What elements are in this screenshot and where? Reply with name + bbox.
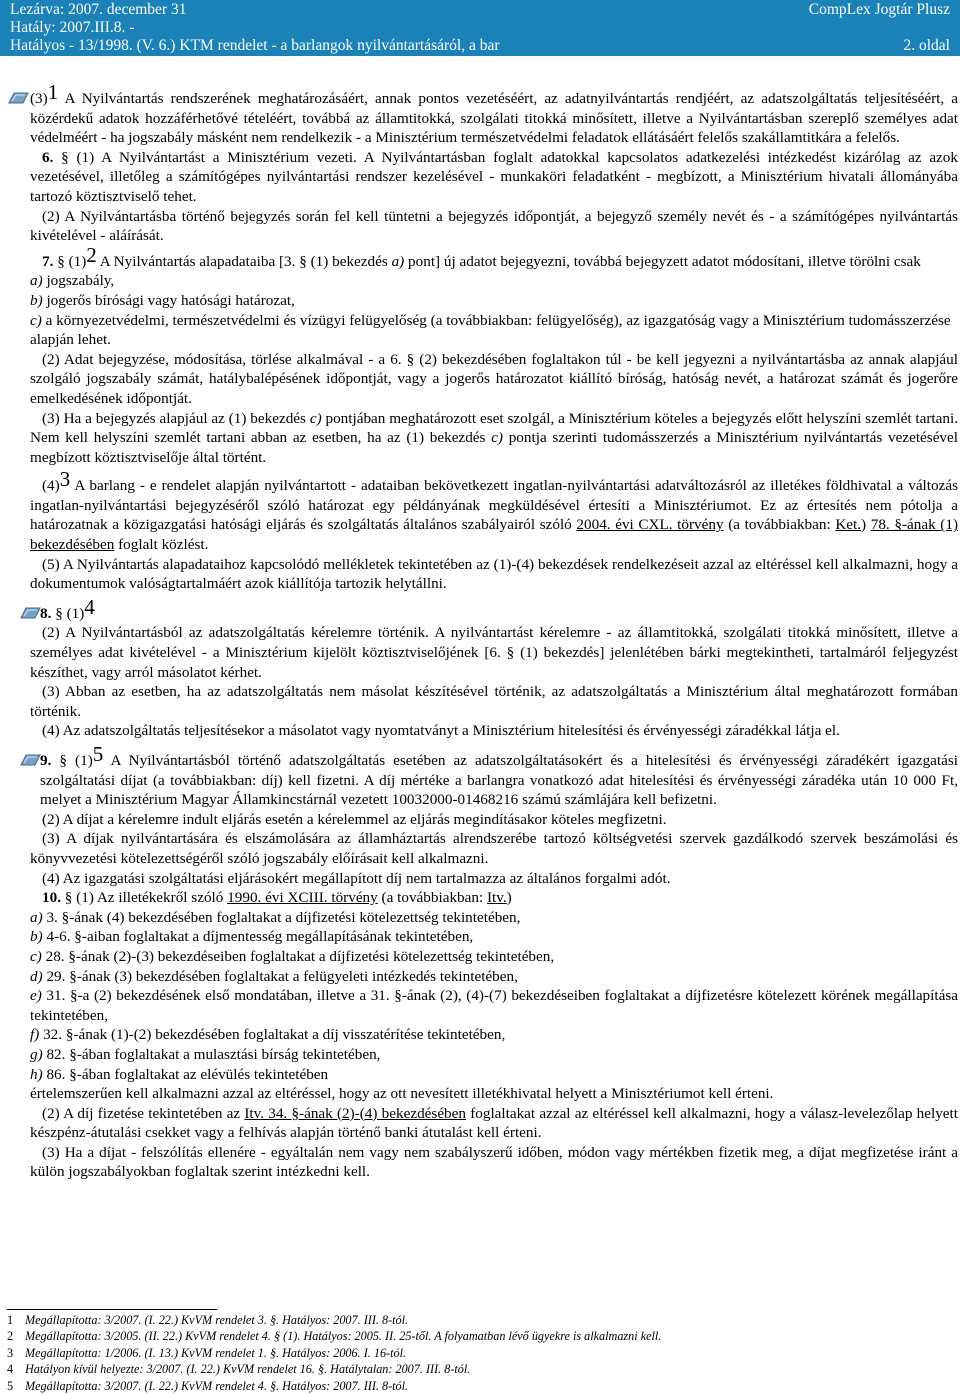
- paragraph: $(4)^3$ A barlang - e rendelet alapján nyilvántartott - adataiban bekövetkezett ingatlan-nyilvántartási adatváltozásról az illetékes földhivatal a változás ingatlan-nyilvántartási bejegyzéséről szóló határozat egy példányának megküldésével értesíti a Minisztériumot. Ez az értesítés nem pótolja a határozatnak a közigazgatási hatósági eljárás és szolgáltatás általános szabályairól szóló 2004. évi CXL. törvény (a továbbiakban: Ket.) 78. §-ának (1) bekezdésében foglalt közlést.: [30, 467, 959, 554]
- paragraph: $(3)^1$ A Nyilvántartás rendszerének meghatározásáért, annak pontos vezetéséért, az adatnyilvántartás rendjéért, az adatszolgáltatás teljesítéséért, a közérdekű adatok hozzáférhetővé tételéért, továbbá az államtitokká, szolgálati titokká minősített, illetve a Nyilvántartásban szereplő személyes adat védelméért - ha jogszabály másként nem rendelkezik - a Minisztérium természetvédelmi feladatok ellátásáért felelős szakállamtitkára a felelős.: [30, 85, 958, 148]
- amended-marker-icon[interactable]: [20, 753, 42, 767]
- paragraph: (2) A Nyilvántartásból az adatszolgáltatás kérelemre történik. A nyilvántartást kérelemre - az államtitokká, szolgálati titokká minősített, illetve a személyes adat kivételével - a Minisztérium kijelölt köztisztviselőjének [6. § (1) bekezdés] jelenlétében bárki megtekintheti, tartalmáról feljegyzést készíthet, vagy arról másolatot kérhet.: [30, 624, 958, 681]
- section-6: 6. § (1) A Nyilvántartást a Minisztérium vezeti. A Nyilvántartásban foglalt adatokkal kapcsolatos adatkezelési intézkedést kizárólag az azok vezetésével, illetőleg a számítógépes nyilvántartási rendszer kezelésével - munkaköri feladatként - megbízott, a Minisztérium hivatali állományába tartozó köztisztviselő tehet.: [30, 148, 958, 205]
- amended-marker-icon[interactable]: [8, 91, 30, 105]
- paragraph: (5) A Nyilvántartás alapadataihoz kapcsolódó mellékletek tekintetében az (1)-(4) bekezdések rendelkezéseit azzal az eltéréssel kell alkalmazni, hogy a dokumentumok valóságtartalmáért azok kiállítója tartozik helytállni.: [30, 555, 958, 593]
- list-item: b) jogerős bírósági vagy hatósági határozat,: [30, 291, 295, 309]
- paragraph: (4) Az igazgatási szolgáltatási eljárásokért megállapított díj nem tartalmazza az általános forgalmi adót.: [42, 869, 671, 887]
- list-item: e) 31. §-a (2) bekezdésének első mondatában, illetve a 31. §-ának (2), (4)-(7) bekezdéseiben foglaltakat a díjfizetésre kötelezett körének megállapítása tekintetében,: [30, 987, 958, 1024]
- footnote: 3 Megállapította: 1/2006. (I. 13.) KvVM rendelet 1. §. Hatályos: 2006. I. 16-tól.: [7, 1345, 407, 1360]
- law-link[interactable]: 2004. évi CXL. törvény: [576, 516, 724, 534]
- footnote: 1 Megállapította: 3/2007. (I. 22.) KvVM rendelet 3. §. Hatályos: 2007. III. 8-tól.: [7, 1313, 409, 1327]
- list-item: f) 32. §-ának (1)-(2) bekezdésében foglaltakat a díj visszatérítése tekintetében,: [30, 1026, 506, 1044]
- paragraph: értelemszerűen kell alkalmazni azzal az eltéréssel, hogy az ott nevesített illetékhivatal helyett a Minisztériumot kell érteni.: [30, 1085, 774, 1103]
- footnote-divider: [7, 1309, 217, 1310]
- law-link[interactable]: 1990. évi XCIII. törvény: [227, 889, 378, 907]
- footnote-ref[interactable]: 3: [59, 467, 71, 492]
- paragraph: (2) Adat bejegyzése, módosítása, törlése alkalmával - a 6. § (2) bekezdésében foglaltakon túl - be kell jegyezni a nyilvántartásba az annak alapjául szolgáló jogszabály számát, hatálybalépésének időpontját, vagy a jogerős határozatot kiállító bíróság, hatóság nevét, a határozat számát és jogerőre emelkedésének időpontját.: [30, 350, 958, 407]
- paragraph: (2) A Nyilvántartásba történő bejegyzés során fel kell tüntetni a bejegyzés időpontját, a bejegyző személy nevét és - a számítógépes nyilvántartás kivételével - aláírását.: [30, 207, 958, 245]
- list-item: a) jogszabály,: [30, 272, 115, 290]
- list-item: g) 82. §-ában foglaltakat a mulasztási bírság tekintetében,: [30, 1045, 381, 1063]
- document-header: [0, 0, 960, 56]
- list-item: c) a környezetvédelmi, természetvédelmi és vízügyi felügyelőség (a továbbiakban: felügyelőség), az igazgatóság vagy a Minisztérium tudomásszerzése: [30, 311, 951, 329]
- effective-state: Hatály: 2007.III.8. -: [10, 19, 135, 36]
- list-item: a) 3. §-ának (4) bekezdésében foglaltakat a díjfizetési kötelezettség tekintetében,: [30, 908, 521, 926]
- closed-date: Lezárva: 2007. december 31: [10, 1, 187, 18]
- paragraph: alapján lehet.: [30, 331, 111, 349]
- paragraph: (2) A díj fizetése tekintetében az Itv. 34. §-ának (2)-(4) bekezdésében foglaltakat azzal az eltéréssel kell alkalmazni, hogy a válasz-levelezőlap helyett készpénz-átutalási csekket vagy a felhívás alapján történő banki átutalást kell érteni.: [30, 1104, 958, 1142]
- footnote: 5 Megállapította: 3/2007. (I. 22.) KvVM rendelet 4. §. Hatályos: 2007. III. 8-tól.: [7, 1378, 409, 1393]
- repealed-marker-icon[interactable]: [20, 606, 42, 620]
- footnote: 4 Hatályon kívül helyezte: 3/2007. (I. 22.) KvVM rendelet 16. §. Hatálytalan: 2007. III. 8-tól.: [7, 1362, 471, 1377]
- paragraph: (4) Az adatszolgáltatás teljesítésekor a másolatot vagy nyomtatványt a Minisztérium hitelesítési és érvényességi záradékkal látja el.: [42, 722, 840, 740]
- law-link[interactable]: Itv. 34. §-ának (2)-(4) bekezdésében: [244, 1104, 466, 1122]
- list-item: d) 29. §-ának (3) bekezdésében foglaltakat a felügyeleti intézkedés tekintetében,: [30, 967, 518, 985]
- law-link[interactable]: Ket.: [835, 516, 862, 534]
- footnote-ref[interactable]: 2: [86, 242, 97, 267]
- section-7: 7. § $(1)^2$ A Nyilvántartás alapadataiba [3. § (1) bekezdés a) pont] új adatot bejegyezni, továbbá bejegyzett adatot módosítani, illetve törölni csak: [42, 242, 921, 270]
- law-link[interactable]: Itv.: [486, 889, 507, 907]
- footnote-ref[interactable]: 5: [92, 742, 104, 766]
- footnote-ref[interactable]: 4: [84, 594, 95, 619]
- section-10: 10. § (1) Az illetékekről szóló 1990. évi XCIII. törvény (a továbbiakban: Itv.): [42, 889, 512, 907]
- footnote: 2 Megállapította: 3/2005. (II. 22.) KvVM rendelet 4. § (1). Hatályos: 2005. II. 25-től. A folyamatban lévő ügyekre is alkalmazni kell.: [7, 1329, 662, 1344]
- list-item: c) 28. §-ának (2)-(3) bekezdéseiben foglaltakat a díjfizetési kötelezettség tekintetében,: [30, 947, 555, 965]
- section-8: 8. § $(1)^4$: [30, 600, 958, 624]
- paragraph: (2) A díjat a kérelemre indult eljárás esetén a kérelemmel az eljárás megindításakor köteles megfizetni.: [42, 810, 667, 828]
- paragraph: (3) Ha a bejegyzés alapjául az (1) bekezdés c) pontjában meghatározott eset szolgál, a Minisztérium köteles a bejegyzés előtt helyszíni szemlét tartani. Nem kell helyszíni szemlét tartani abban az esetben, ha az (1) bekezdés c) pontja szerinti tudomásszerzés a Minisztérium nyilvántartás vezetésével megbízott köztisztviselője által történt.: [30, 409, 958, 466]
- list-item: h) 86. §-ában foglaltakat az elévülés tekintetében: [30, 1065, 329, 1083]
- paragraph: (3) A díjak nyilvántartására és elszámolására az államháztartás alrendszerébe tartozó költségvetési szervek gazdálkodó szervek beszámolási és könyvvezetési kötelezettségéről szóló jogszabály előírásait kell alkalmazni.: [30, 830, 958, 867]
- list-item: b) 4-6. §-aiban foglaltakat a díjmentesség megállapításának tekintetében,: [30, 928, 474, 946]
- document-body: [30, 80, 958, 1182]
- law-link[interactable]: 78. §-ának (1) bekezdésében: [30, 516, 959, 554]
- section-9: 9. § $(1)^5$ A Nyilvántartásból történő adatszolgáltatás esetében az adatszolgáltatásokért és a hitelesítési és érvényességi záradékért igazgatási szolgáltatási díjat (a továbbiakban: díj) kell fizetni. A díj mértéke a barlangra vonatkozó adat hitelesítési és érvényességi záradéka után 10 000 Ft, melyet a Minisztérium Magyar Államkincstárnál vezetett 10032000-01468216 számú számlájára kell befizetni.: [30, 747, 958, 810]
- footnotes: [7, 1309, 947, 1394]
- document-title: Hatályos - 13/1998. (V. 6.) KTM rendelet - a barlangok nyilvántartásáról, a bar: [10, 37, 500, 54]
- paragraph: (3) Ha a díjat - felszólítás ellenére - egyáltalán nem vagy nem szabályszerű időben, módon vagy mértékben fizetik meg, a díjat megfizetése iránt a külön jogszabályokban foglaltak szerint intézkedni kell.: [30, 1143, 958, 1181]
- product-name: CompLex Jogtár Plusz: [808, 1, 950, 18]
- paragraph: (3) Abban az esetben, ha az adatszolgáltatás nem másolat készítésével történik, az adatszolgáltatás a Minisztérium által meghatározott formában történik.: [30, 683, 958, 720]
- footnote-ref[interactable]: 1: [47, 80, 59, 104]
- page-number: 2. oldal: [903, 37, 950, 54]
